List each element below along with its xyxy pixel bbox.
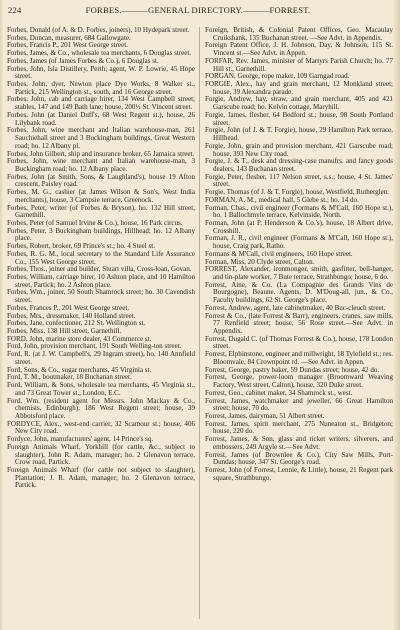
directory-entry: Forgie, James, flesher, 64 Bedford st.; house, 98 South Portland street.: [205, 110, 393, 127]
directory-entry: Forrest, Aine, & Co. (La Compagnie des Grands Vins de Bourgogne), Beaune. Agents, D. M'Doug-all, jun., & Co., Faculty buildings, 62 St. George's place.: [205, 280, 393, 305]
directory-entry: Formans & M'Call, civil engineers, 160 Hope street.: [205, 249, 353, 258]
directory-entry: Forbes, Jane, confectioner, 212 St. Wellington st.: [7, 319, 146, 328]
right-column: [205, 27, 393, 482]
directory-entry: FORREST, Alexander, ironmonger, smith, gasfitter, bell-hanger, and tin-plate worker, 7 Bute terrace, Strathbungo; house, 6 do.: [205, 265, 393, 281]
directory-entry: Forbes, Duncan, measurer, 684 Gallowgate.: [7, 33, 131, 42]
directory-entry: Forbes, Wm., joiner, 50 South Shamrock street; ho. 30 Cavendish street.: [7, 288, 195, 305]
directory-entry: FORMAN, A. M., medical hall, 5 Glebe st.; ho. 14 do.: [205, 195, 359, 204]
directory-entry: Forrest, James (of Brownlee & Co.), City Saw Mills, Port-Dundas; house, 347 St. George's road.: [205, 450, 393, 467]
directory-entry: Forman, John (at P. Henderson & Co.'s), house, 18 Albert drive, Crosshill.: [205, 218, 393, 235]
directory-entry: Forrest, Geo., cabinet maker, 34 Shamrock st., west.: [205, 388, 353, 397]
left-column: [7, 27, 195, 490]
directory-entry: Foreign Patent Office, J. H. Johnson, Day, & Johnson, 115 St. Vincent st.—See Advt. in Appen.: [205, 41, 393, 58]
directory-entry: Forrest, Andrew, agent, late cabinetmaker, 40 Buc-cleuch street.: [205, 303, 386, 312]
directory-entry: Forrest, James, & Son, glass and ticket writers, silverers, and embossers, 249 Argyle st.—See Advt.: [205, 435, 393, 451]
directory-entry: Forgie, Andrew, hay, straw, and grain merchant, 405 and 421 Garscube road; ho. Kelvin cottage, Maryhill.: [205, 95, 393, 112]
directory-entry: Forrest, John (of Forrest, Lennie, & Little), house, 21 Regent park square, Strathbungo.: [205, 465, 393, 482]
binding-shadow: [0, 0, 3, 630]
directory-entry: Forbes, Peter, 3 Buckingham buildings, Hillhead; ho. 12 Albany place.: [7, 226, 195, 243]
directory-entry: Forbes, M. G., cashier (at James Wilson & Son's, West India merchants), house, 3 Campsie terrace, Greenock.: [7, 188, 195, 204]
directory-entry: Forbes, Francis P., 201 West George street.: [7, 41, 128, 50]
directory-entry: Forbes, John (at Daniel Duff's, 68 West Regent st.), house, 26 Lilybank road.: [7, 110, 195, 127]
page-edge: [394, 0, 400, 630]
directory-entry: Forbes, Robert, broker, 69 Prince's st.; ho. 4 Steel st.: [7, 242, 155, 251]
directory-entry: Forbes, John Gilbert, ship and insurance broker, 65 Jamaica street.: [7, 149, 195, 158]
directory-entry: Forrest, Elphinstone, engineer and millwright, 18 Tylefield st.; res. Bloomvale, 84 Crownpoint rd. —See Advt. in Appen.: [205, 350, 393, 366]
directory-entry: Forbes, John (at Smith, Sons, & Laughland's), house 19 Afton crescent, Paisley road.: [7, 172, 195, 189]
directory-entry: Forrest, Dugald C. (of Thomas Forrest & Co.), house, 178 London street.: [205, 334, 393, 351]
directory-entry: Forbes, Peter (of Samuel Irvine & Co.), house, 16 Park circus.: [7, 218, 183, 227]
directory-entry: Forman, J. R., civil engineer (Formans & M'Call, 160 Hope st.), house, Craig park, Ratho.: [205, 234, 393, 251]
page-header: [8, 5, 388, 17]
directory-entry: FORGAN, George, rope maker, 109 Garngad road.: [205, 72, 350, 81]
directory-entry: Forrest & Co., (late Forrest & Barr), engineers, cranes, saw mills, 77 Renfield street; house, 56 Rose street.—See Advt. in Appendix.: [205, 311, 393, 336]
directory-entry: FORGIE, Alex., hay and grain merchant, 12 Monkland street; house, 39 Alexandra parade.: [205, 80, 393, 96]
directory-entry: Forbes, John, Isla Distillery, Perth; agent, W. P. Lowrie, 45 Hope street.: [7, 64, 195, 81]
directory-entry: Forgie, John, grain and provision merchant, 421 Garscube road; house, 393 New City road.: [205, 141, 393, 158]
directory-entry: Ford, R. (at J. W. Campbell's, 29 Ingram street), ho. 140 Annfield street.: [7, 350, 195, 366]
page-number: 224: [8, 5, 22, 15]
directory-entry: Forbes, James, & Co., wholesale tea merchants, 6 Douglas street.: [7, 49, 192, 58]
directory-entry: Forbes, R. G. M., local secretary to the Standard Life Assurance Co., 155 West George street.: [7, 249, 195, 266]
directory-entry: Forbes, Mrs., dressmaker, 140 Holland street.: [7, 311, 136, 320]
directory-entry: Forrest, James, dairyman, 51 Albert street.: [205, 411, 325, 420]
directory-entry: Forbes, Thos., joiner and builder, Stuart villa, Cross-loan, Govan.: [7, 265, 192, 274]
directory-entry: Forbes, William, carriage hirer, 10 Ashton place, and 10 Hamilton street, Partick; ho. 2 Ashton place.: [7, 273, 195, 289]
directory-entry: Forbes, James (of James Forbes & Co.), 6 Douglas st.: [7, 56, 159, 65]
directory-entry: Forrest, George, pastry baker, 59 Dundas street; house, 42 do.: [205, 365, 380, 374]
directory-entry: Forgie, Thomas (of J. & T. Forgie), house, Westfield, Rutherglen.: [205, 188, 390, 197]
directory-entry: Ford, John, provision merchant, 191 South Welling-ton street.: [7, 342, 182, 351]
directory-entry: Ford, Sons, & Co., sugar merchants, 45 Virginia st.: [7, 365, 152, 374]
directory-entry: Foreign Animals Wharf, Yorkhill (for cattle, &c., subject to slaughter), John R. Adam, manager; ho. 2 Glenavon terrace, Crow road, Partick.: [7, 442, 195, 467]
directory-entry: Ford, T. M., bootmaker, 18 Buchanan street.: [7, 373, 132, 382]
directory-entry: Forman, Miss, 20 Clyde street, Calton.: [205, 257, 315, 266]
directory-entry: Forgie, Peter, flesher, 117 Nelson street, s.s.; house, 4 St. James' street.: [205, 172, 393, 189]
column-divider: [199, 27, 200, 619]
directory-entry: Forbes, Frances P., 201 West George street.: [7, 303, 130, 312]
directory-entry: Forbes, Miss, 138 Hill street, Garnethill.: [7, 327, 122, 336]
directory-entry: Foreign, British, & Colonial Patent Offices, Geo. Macaulay Cruikshank, 135 Buchanan street. —See Advt. in Appendix.: [205, 26, 393, 42]
directory-entry: Forbes, John, wine merchant and Italian warehouse-man, 3 Buckingham road; ho. 12 Albany place.: [7, 157, 195, 173]
directory-entry: Ford, William, & Sons, wholesale tea merchants, 45 Virginia st., and 73 Great Tower st., London, E.C.: [7, 381, 195, 397]
directory-entry: Forrest, James, watchmaker and jeweller, 66 Great Hamilton street; house, 70 do.: [205, 396, 393, 413]
directory-entry: Forbes, John, wine merchant and Italian warehouse-man, 261 Sauchiehall street and 3 Buckingham buildings, Great Western road; ho. 12 Albany pl.: [7, 126, 195, 150]
running-title: FORBES.———GENERAL DIRECTORY.———FORREST.: [85, 5, 311, 15]
directory-entry: Fordyce, John, manufacturers' agent, 14 Prince's sq.: [7, 435, 154, 444]
directory-entry: FORFAR, Rev. James, minister of Martyrs Parish Church; ho. 77 Hill st., Garnethill.: [205, 56, 393, 73]
directory-entry: Forbes, John, cab and carriage hirer, 134 West Campbell street; stables, 147 and 149 Bath lane; house, 200½ St. Vincent street.: [7, 95, 195, 112]
directory-entry: Forman, Chas., civil engineer (Formans & M'Call, 160 Hope st.), ho. 1 Ballochmyle terrace, Kelvinside, North.: [205, 203, 393, 220]
directory-entry: Ford, Wm. (resident agent for Messrs. John Mackay & Co., chemists, Edinburgh), 186 West Regent street; house, 39 Abbotsford place.: [7, 396, 195, 420]
directory-entry: Forrest, James, spirit merchant, 275 Nuneaton st., Bridgeton; house, 220 do.: [205, 419, 393, 436]
directory-entry: Forgie, John (of J. & T. Forgie), house, 29 Hamilton Park terrace, Hillhead.: [205, 126, 393, 143]
directory-entry: Foreign Animals Wharf (for cattle not subject to slaughter), Plantation; J. R. Adam, manager; ho. 2 Glenavon terrace, Partick.: [7, 465, 195, 490]
directory-entry: Forgie, J. & T., desk and dressing-case manufrs. and fancy goods dealers, 143 Buchanan street.: [205, 157, 393, 173]
directory-entry: FORDYCE, Alex., west-end carrier, 32 Scamour st.; house, 406 New City road.: [7, 419, 195, 436]
directory-entry: Forrest, George, power-loom manager (Broomward Weaving Factory, West street, Calton), house, 320 Duke street.: [205, 373, 393, 390]
directory-entry: Forbes, Donald (of A. & D. Forbes, joiners), 10 Hydepark street.: [7, 26, 190, 34]
directory-entry: Forbes, John, dyer, Newton place Dye Works, 8 Walker st., Partick, 215 Wellington st., south, and 16 George street.: [7, 80, 195, 96]
directory-entry: Forbes, Peter, writer (of Forbes & Bryson), ho. 132 Hill street, Garnethill.: [7, 203, 195, 220]
directory-entry: FORD, John, marine store dealer, 43 Commerce st.: [7, 334, 152, 343]
